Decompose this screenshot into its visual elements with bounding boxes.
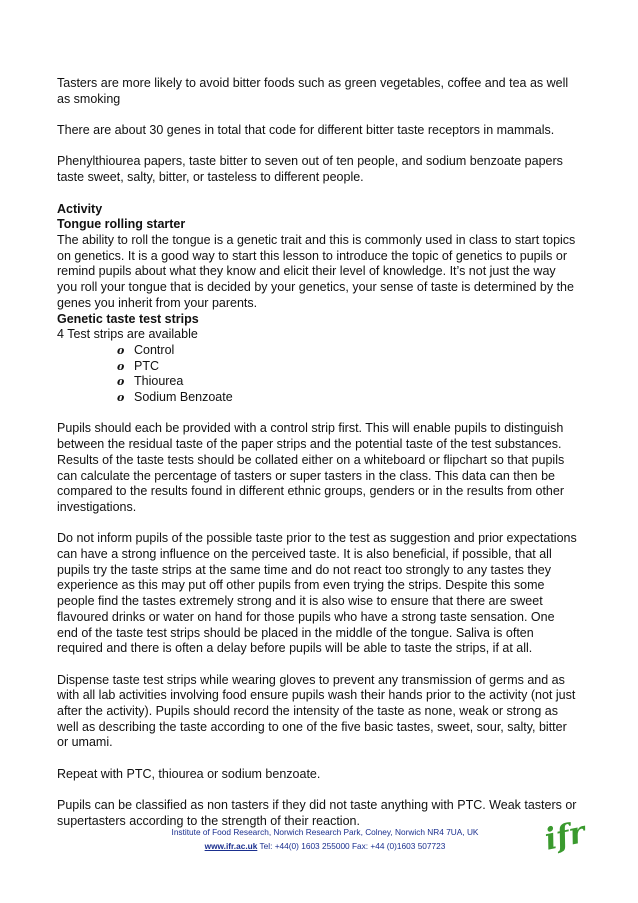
list-item [117, 390, 577, 406]
list-item-label: PTC [134, 358, 159, 373]
paragraph-tasters: Tasters are more likely to avoid bitter foods such as green vegetables, coffee and tea as well as smoking [57, 76, 569, 106]
tongue-rolling-text: The ability to roll the tongue is a genetic trait and this is commonly used in class to start topics on genetics. It is a good way to start this lesson to introduce the topic of genetics to pupils or remind pupils about what they know and elicit their level of knowledge. It’s not just the way you roll your tongue that is decided by your genetics, your sense of taste is determined by the genes you inherit from your parents. [57, 232, 576, 310]
footer-address: Institute of Food Research, Norwich Research Park, Colney, Norwich NR4 7UA, UK [171, 827, 479, 837]
list-item [117, 374, 577, 390]
list-item [117, 343, 577, 359]
list-item-label: Control [134, 342, 175, 357]
paragraph-genes: There are about 30 genes in total that code for different bitter taste receptors in mammals. [57, 123, 555, 138]
paragraph-repeat: Repeat with PTC, thiourea or sodium benzoate. [57, 766, 321, 781]
ifr-logo-text: ifr [541, 815, 588, 858]
document-body [57, 76, 577, 845]
ifr-logo [540, 806, 588, 858]
footer-contact [140, 840, 510, 854]
footer-phone-fax: Tel: +44(0) 1603 255000 Fax: +44 (0)1603 507723 [257, 840, 446, 851]
paragraph-control-strip: Pupils should each be provided with a control strip first. This will enable pupils to distinguish between the residual taste of the paper strips and the potential taste of the test substances. Results of the taste tests should be collated either on a whiteboard or flipchart so that pupils can calculate the percentage of tasters or super tasters in the class. This data can then be compared to the results found in different ethnic groups, genders or in the results from other investigations. [57, 421, 565, 514]
bullet-icon: o [117, 343, 125, 357]
paragraph-dispense: Dispense taste test strips while wearing gloves to prevent any transmission of germs and as with all lab activities involving food ensure pupils wash their hands prior to the activity (not just after the activity). Pupils should record the intensity of the taste as none, weak or strong as well as describing the taste according to one of the five basic tastes, sweet, sour, salty, bitter or umami. [57, 672, 576, 750]
list-item-label: Sodium Benzoate [134, 390, 233, 405]
list-item [117, 359, 577, 375]
taste-strips-intro: 4 Test strips are available [57, 327, 198, 342]
paragraph-papers: Phenylthiourea papers, taste bitter to seven out of ten people, and sodium benzoate papers taste sweet, salty, bitter, or tasteless to different people. [57, 154, 563, 185]
tongue-rolling-heading: Tongue rolling starter [57, 217, 186, 232]
paragraph-do-not-inform: Do not inform pupils of the possible taste prior to the test as suggestion and prior expectations can have a strong influence on the perceived taste. It is also beneficial, if possible, that all pupils try the taste strips at the same time and do not react too strongly to any tastes they experience as this may put off other pupils from even trying the strips. Despite this some people find the tastes extremely strong and it is also wise to ensure that there are sweet flavoured drinks or water on hand for those pupils who have a strong taste sensation. One end of the taste test strips should be placed in the middle of the tongue. Saliva is often required and there is often a delay before pupils will be able to taste the strips, if at all. [57, 531, 577, 656]
paragraph-classification: Pupils can be classified as non tasters if they did not taste anything with PTC. Weak tasters or supertasters according to the strength of their reaction. [57, 798, 577, 828]
list-item-label: Thiourea [134, 374, 184, 389]
taste-strips-heading: Genetic taste test strips [57, 311, 199, 326]
bullet-icon: o [117, 375, 125, 389]
page-footer [140, 826, 510, 853]
taste-strips-list [57, 343, 577, 406]
website-link[interactable]: www.ifr.ac.uk [204, 840, 258, 851]
bullet-icon: o [117, 359, 125, 373]
bullet-icon: o [117, 391, 125, 405]
activity-heading: Activity [57, 201, 103, 216]
